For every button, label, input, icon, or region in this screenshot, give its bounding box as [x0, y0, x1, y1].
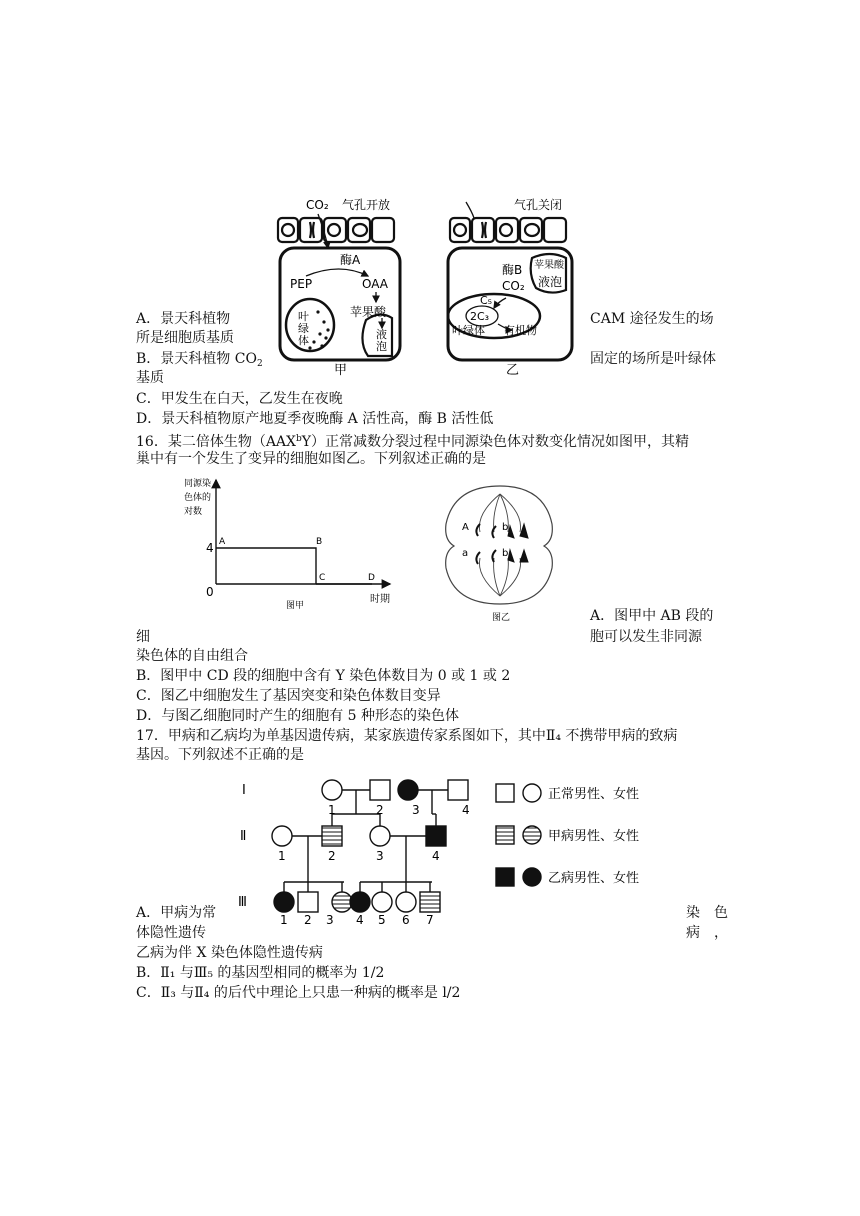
pedigree-III2: [298, 892, 318, 912]
pedigree-III4: [350, 892, 370, 912]
graph-point-d: D: [368, 573, 375, 583]
q15-option-a-cont: 所是细胞质基质: [136, 330, 234, 346]
num-III5: 5: [378, 913, 386, 927]
graph-jia: [184, 474, 398, 622]
num-I3: 3: [412, 803, 420, 817]
graph-point-c: C: [319, 573, 326, 583]
num-III6: 6: [402, 913, 410, 927]
pedigree-I3: [398, 780, 418, 800]
label-pep: PEP: [290, 277, 313, 291]
q16-option-c: C．图乙中细胞发生了基因突变和染色体数目变异: [136, 688, 441, 704]
pedigree-III1: [274, 892, 294, 912]
num-III1: 1: [280, 913, 288, 927]
q17-option-a-cont: 乙病为伴 X 染色体隐性遗传病: [136, 945, 323, 961]
q15-option-a-left: A．景天科植物: [136, 311, 231, 327]
q15-option-b-right: 固定的场所是叶绿体: [590, 351, 716, 367]
q15-option-b-left: B．景天科植物 $CO_2$: [136, 351, 263, 369]
label-co2-b: CO₂: [502, 279, 525, 293]
label-oaa: OAA: [362, 277, 388, 291]
graph-point-b: B: [316, 537, 323, 547]
graph-ylabel: 同源染 色体的 对数: [184, 479, 212, 517]
num-III2: 2: [304, 913, 312, 927]
cell-label-a: a: [462, 548, 469, 559]
label-organic: 有机物: [504, 324, 537, 337]
legend-jia: 甲病男性、女性: [548, 829, 640, 844]
pedigree-III6: [396, 892, 416, 912]
num-III3: 3: [326, 913, 334, 927]
num-II3: 3: [376, 849, 384, 863]
q17-option-a-line2-left: 体隐性遗传: [136, 925, 206, 941]
q16-option-d: D．与图乙细胞同时产生的细胞有 5 种形态的染色体: [136, 708, 460, 724]
label-malic-b: 苹果酸: [534, 260, 564, 271]
pedigree-I4: [448, 780, 468, 800]
label-stoma-open: 气孔开放: [342, 198, 391, 212]
label-vacuole: 液泡: [376, 328, 387, 353]
gen-label-3: Ⅲ: [238, 895, 247, 910]
pedigree-III7: [420, 892, 440, 912]
legend-normal: 正常男性、女性: [548, 787, 640, 802]
label-chloroplast-b: 叶绿体: [452, 324, 485, 337]
caption-jia: 甲: [334, 363, 348, 378]
label-enzyme-a: 酶A: [340, 253, 361, 267]
q16-option-a-right2: 胞可以发生非同源: [590, 629, 702, 645]
q16-option-b: B．图甲中 CD 段的细胞中含有 Y 染色体数目为 0 或 1 或 2: [136, 668, 511, 684]
graph-origin: 0: [206, 585, 214, 599]
pedigree-II3: [370, 826, 390, 846]
num-II2: 2: [328, 849, 336, 863]
num-I2: 2: [376, 803, 384, 817]
pedigree-II2: [322, 826, 342, 846]
cell-label-b2: b: [502, 548, 509, 559]
q17-stem-line1: 17．甲病和乙病均为单基因遗传病，某家族遗传家系图如下，其中Ⅱ₄ 不携带甲病的致病: [136, 728, 678, 744]
cell-label-b1: b: [502, 522, 509, 533]
graph-point-a: A: [219, 537, 226, 547]
graph-caption: 图甲: [286, 601, 305, 611]
q15-option-d: D．景天科植物原产地夏季夜晚酶 A 活性高，酶 B 活性低: [136, 411, 494, 427]
cam-figure: [270, 192, 600, 378]
num-I4: 4: [462, 803, 470, 817]
pedigree-legend: [496, 784, 639, 886]
num-III4: 4: [356, 913, 364, 927]
q17-option-b: B．Ⅱ₁ 与Ⅲ₅ 的基因型相同的概率为 1/2: [136, 965, 385, 981]
label-chloroplast: 叶绿体: [298, 310, 309, 347]
pedigree-II1: [272, 826, 292, 846]
num-II4: 4: [432, 849, 440, 863]
pedigree-III5: [372, 892, 392, 912]
figure-jia: [278, 197, 400, 378]
q17-option-c: C．Ⅱ₃ 与Ⅱ₄ 的后代中理论上只患一种病的概率是 l/2: [136, 985, 461, 1001]
graph-ytick-4: 4: [206, 541, 214, 555]
num-II1: 1: [278, 849, 286, 863]
cell-caption: 图乙: [492, 613, 511, 623]
caption-yi: 乙: [506, 363, 520, 378]
q15-option-a-right: CAM 途径发生的场: [590, 311, 714, 327]
q17-option-a-line2-right: 病 ，: [686, 925, 728, 941]
pedigree-chart: [236, 774, 666, 926]
q16-stem-line2: 巢中有一个发生了变异的细胞如图乙。下列叙述正确的是: [136, 451, 486, 467]
gen-label-1: Ⅰ: [242, 783, 246, 798]
pedigree-III3: [332, 892, 352, 912]
pedigree-II4: [426, 826, 446, 846]
pedigree-I2: [370, 780, 390, 800]
q16-option-a-cont: 染色体的自由组合: [136, 648, 248, 664]
label-malic: 苹果酸: [350, 305, 387, 319]
label-co2: CO₂: [306, 198, 329, 212]
graph-xlabel: 时期: [370, 594, 390, 605]
num-I1: 1: [328, 803, 336, 817]
q15-option-b-cont: 基质: [136, 370, 164, 386]
label-vacuole-b: 液泡: [538, 275, 563, 289]
legend-yi: 乙病男性、女性: [548, 871, 640, 886]
q17-stem-line2: 基因。下列叙述不正确的是: [136, 747, 304, 763]
num-III7: 7: [426, 913, 434, 927]
q15-option-c: C．甲发生在白天，乙发生在夜晚: [136, 391, 343, 407]
cell-yi: [440, 484, 566, 624]
q16-option-a-left: 细: [136, 629, 150, 645]
graph-line: [216, 548, 316, 584]
cell-label-A: A: [462, 522, 469, 533]
label-enzyme-b: 酶B: [502, 263, 523, 277]
q16-stem-line1: 16．某二倍体生物（AAX$^b$Y）正常减数分裂过程中同源染色体对数变化情况如图甲，其精: [136, 434, 690, 450]
label-stoma-closed: 气孔关闭: [514, 198, 563, 212]
q17-option-a-right: 染 色: [686, 905, 728, 921]
q16-option-a-right: A．图甲中 AB 段的: [590, 608, 714, 624]
label-2c3: 2C₃: [470, 310, 490, 323]
label-c5: C₅: [480, 294, 493, 307]
gen-label-2: Ⅱ: [240, 829, 247, 844]
figure-yi: [448, 197, 572, 378]
pedigree-I1: [322, 780, 342, 800]
q17-option-a-left: A．甲病为常: [136, 905, 217, 921]
